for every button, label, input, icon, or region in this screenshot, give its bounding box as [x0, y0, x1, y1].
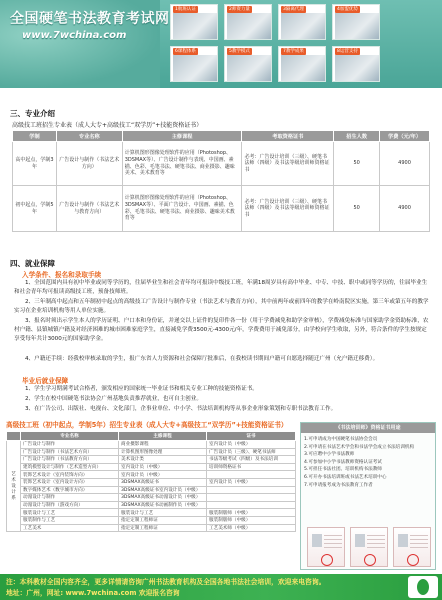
table-row — [7, 516, 296, 524]
department-cell: 艺术设计系 — [7, 441, 21, 532]
column-header: 主修课程 — [122, 131, 242, 142]
list-item: 5.可担任书法社团、培训机构书法教师 — [304, 467, 382, 473]
tile-photo — [281, 13, 325, 39]
paragraph: 2、三年制高中起点和五年制初中起点的高级技工广告设计与制作专业（书法艺术与教育方向），其中前两年或前四年的教学在岭南院区实施，第三年或第五年的教学实习在企业培训机构等用人单位实施。 — [14, 299, 429, 315]
certificate-image — [307, 527, 345, 567]
table-cell: 数字媒体艺术（数字城市方向） — [21, 486, 119, 494]
table-row — [7, 494, 296, 502]
text-lines — [324, 535, 342, 549]
table-cell: 服装制版师（中级） — [207, 509, 296, 517]
table-cell: 3DSMAX高级证书 — [119, 478, 207, 486]
site-header — [0, 0, 442, 88]
list-item: 1.可申请成为中国硬笔书法协会会员 — [304, 437, 378, 442]
certificate-image — [393, 527, 431, 567]
column-header: 考取资格证书 — [242, 131, 334, 142]
table-cell: 服装设计与工艺 — [21, 509, 119, 517]
tile-photo — [281, 55, 325, 81]
table-cell: 指定定制工程师证 — [119, 524, 207, 532]
table-cell: 3DSMAX高级证书动漫设计员（中级） — [119, 494, 207, 502]
table-cell: 室内设计员（中级） — [119, 463, 207, 471]
table-cell: 工艺美术 — [21, 524, 119, 532]
list-item: 6.可开办书法培训班或书法艺术培训中心 — [304, 474, 387, 480]
column-header: 主修课程 — [119, 432, 207, 441]
column-header: 专业名称 — [21, 432, 119, 441]
count-cell: 50 — [334, 142, 380, 186]
seal-icon — [364, 554, 376, 566]
footer-banner — [0, 574, 442, 600]
table-cell: 培训师资格证书 — [207, 463, 296, 471]
feature-tile[interactable] — [332, 4, 380, 40]
feature-tile[interactable] — [224, 46, 272, 82]
table-cell: 室内设计员（中级） — [207, 478, 296, 486]
count-cell: 50 — [334, 186, 380, 232]
paragraph: 1、学生学习期满考试合格者，颁发相应的国家统一毕业证书和相关专业工种的技能资格证书。 — [25, 386, 258, 392]
site-url[interactable]: www.7wchina.com — [22, 30, 127, 41]
courses-title: 高级技工班（初中起点，学制5年）招生专业表（成人大专+高级技工“双学历”+技能资格证书） — [6, 421, 288, 429]
table-cell: 动漫设计与制作（游戏方向） — [21, 501, 119, 509]
majors-table — [12, 130, 430, 232]
subsection-heading: 毕业后就业保障 — [22, 377, 69, 385]
feature-tile[interactable] — [170, 4, 218, 40]
major-cell: 广告设计与制作（书法艺术与教育方向） — [56, 186, 122, 232]
courses-cell: 计算机图形图像处理软件的应用（Photoshop、3DSMAX等）、平面广告设计、中国画、素描、色彩、毛笔书法、硬笔书法、商业摄影、趣味美术教育等 — [122, 186, 242, 232]
table-cell: 装饰艺术设计（室内设计方向） — [21, 478, 119, 486]
paragraph: 1、全国范围内具有初中毕业或同等学历的，往届毕业生和社会青年均可报读中级技工班，年满18周岁具有高中毕业、中专、中技、职中或同等学历的，往届毕业生和社会青年均可报读高级技工班，预备技师班。 — [14, 280, 428, 296]
feature-tile[interactable] — [332, 46, 380, 82]
duration-cell: 高中起点，学制3年 — [13, 142, 57, 186]
table-cell: 动漫设计与制作 — [21, 494, 119, 502]
site-title: 全国硬笔书法教育考试网 — [10, 11, 170, 27]
table-cell: 装饰艺术设计（室内装饰方向） — [21, 471, 119, 479]
tile-photo — [227, 13, 271, 39]
tile-tag: 1航班认证 — [175, 7, 196, 12]
section-subtitle: 高级技工班招生专业表（成人大专+高级技工“双学历”+技能资格证书） — [12, 122, 203, 129]
column-header: 学费（元/年） — [380, 131, 430, 142]
photo-placeholder — [355, 534, 365, 547]
paragraph: 2、学生在校中国硬笔书法协会广州基地负责推荐就业，也可自主创业。 — [25, 396, 202, 402]
cert-cell: 必考：广告设计培训（三级）、硬笔书法师（四级）及书法等级培训师资格证书 — [242, 142, 334, 186]
table-row — [13, 186, 430, 232]
tile-tag: 2师资力量 — [229, 7, 250, 12]
fee-cell: 4900 — [380, 186, 430, 232]
table-cell: 工艺美术师（中级） — [207, 524, 296, 532]
photo-placeholder — [312, 534, 322, 547]
fee-cell: 4900 — [380, 142, 430, 186]
tile-tag: 7教学成果 — [283, 49, 304, 54]
tile-photo — [173, 55, 217, 81]
text-lines — [410, 535, 428, 549]
tile-photo — [335, 55, 379, 81]
feature-tile[interactable] — [224, 4, 272, 40]
footer-contact: 地址：广州，网址: www.7wchina.com 欢迎报名咨询 — [6, 589, 180, 597]
seal-icon — [321, 554, 333, 566]
column-header: 专业名称 — [56, 131, 122, 142]
text-lines — [367, 535, 385, 549]
list-item: 2.可申请在书法艺术学会和书法学会成立书法培训机构 — [304, 444, 415, 450]
seal-icon — [407, 554, 419, 566]
list-item: 3.可应聘中小学书法教师 — [304, 452, 355, 458]
photo-placeholder — [398, 534, 408, 547]
table-row — [7, 501, 296, 509]
table-cell: 3DSMAX高级证书室内设计员（中级） — [119, 486, 207, 494]
tile-photo — [173, 13, 217, 39]
footer-note: 注：本科教材全国内容齐全，更多详情请咨询广州书法教育机构及全国各地书法社会培训，欢迎来电咨询。 — [6, 578, 326, 586]
table-cell: 服装制作与工艺 — [21, 516, 119, 524]
table-row — [13, 142, 430, 186]
tile-tag: 8运营支持 — [337, 49, 358, 54]
table-header-row — [7, 432, 296, 441]
certificate-usage-title: 《书法培训师》资格证书用途 — [301, 423, 435, 433]
table-row — [7, 463, 296, 471]
table-header-row — [13, 131, 430, 142]
cert-cell: 必考：广告设计培训（三级）、硬笔书法师（四级）及书法等级培训师资格证书 — [242, 186, 334, 232]
certificate-usage-list — [301, 433, 435, 492]
feature-tile[interactable] — [278, 46, 326, 82]
column-header: 招生人数 — [334, 131, 380, 142]
courses-cell: 计算机图形图像处理软件的应用（Photoshop、3DSMAX等）、广告设计制作与表现、中国画、素描、色彩、毛笔书法、硬笔书法、商业摄影、趣味美术、美术教育等 — [122, 142, 242, 186]
table-cell: 指定定制工程师证 — [119, 516, 207, 524]
certificate-usage-box — [300, 422, 436, 570]
table-row — [7, 524, 296, 532]
certificate-image — [350, 527, 388, 567]
feature-tile[interactable] — [170, 46, 218, 82]
certificate-images — [307, 527, 431, 567]
tile-tag: 5教学模式 — [229, 49, 250, 54]
table-row — [7, 471, 296, 479]
tile-tag: 6课程体系 — [175, 49, 196, 54]
table-cell: 服装制版师（中级） — [207, 516, 296, 524]
table-row — [7, 456, 296, 464]
table-cell — [207, 501, 296, 509]
paragraph: 4、户籍还手续：经我校审核录取的学生，报广东省人力资源和社会保障厅批准后，在我校读书期间户籍可自愿选择随迁广州（允户籍迁移费）。 — [25, 356, 379, 362]
table-cell: 广告设计员（三级）、硬笔书法师 — [207, 448, 296, 456]
table-cell — [207, 494, 296, 502]
feature-tiles — [170, 4, 438, 84]
table-cell: 室内设计员（中级） — [119, 471, 207, 479]
table-cell: 室内设计员（中级） — [207, 441, 296, 449]
table-row — [7, 478, 296, 486]
list-item: 7.可申请报考成为书法教育工作者 — [304, 482, 373, 488]
table-row — [7, 486, 296, 494]
table-row — [7, 509, 296, 517]
subsection-heading: 入学条件、报名和录取手续 — [22, 271, 102, 279]
paragraph: 3、在广告公司、出版社、电视台、文化部门，企事业单位、中小学、书法培训机构等从事企业形象策划和专职书法教育工作。 — [25, 406, 337, 412]
list-item: 4.可参加中小学书法教师资格认证考试 — [304, 459, 382, 465]
tile-tag: 4加盟优势 — [337, 7, 358, 12]
table-cell: 美术设计类 — [119, 456, 207, 464]
tile-tag: 3隔离代理 — [283, 7, 304, 12]
paragraph: 3、报名时须出示学生本人的学历证明、户口本和身份证，并递交以上证件的复印件各一份（用于学费减免和助学金审核），学费减免标准与国家助学金资助标准，农村户籍、县镇城镇户籍及对经济困难的城市困难家庭学生，直接减免学费3500元-4300元/年，学费费用于减免部分，由学校向学生收取，另外，符合条件的学生按规定享受每年共计3000元的国家助学金。 — [14, 318, 429, 343]
table-cell — [207, 471, 296, 479]
table-cell: 广告设计与制作（书法教育方向） — [21, 456, 119, 464]
column-header — [7, 432, 21, 441]
column-header: 学制 — [13, 131, 57, 142]
table-cell — [207, 486, 296, 494]
column-header: 证书 — [207, 432, 296, 441]
table-cell: 建筑模型设计与制作（艺术造型方向） — [21, 463, 119, 471]
tile-photo — [227, 55, 271, 81]
feature-tile[interactable] — [278, 4, 326, 40]
section-heading: 三、专业介绍 — [10, 109, 55, 118]
major-cell: 广告设计与制作（书法艺术方向） — [56, 142, 122, 186]
table-cell: 计算机图形图像处理 — [119, 448, 207, 456]
logo-icon — [408, 576, 438, 598]
table-row — [7, 448, 296, 456]
table-cell: 广告设计与制作（书法艺术方向） — [21, 448, 119, 456]
tile-photo — [335, 13, 379, 39]
courses-table — [6, 431, 296, 532]
table-cell: 服装设计与工艺 — [119, 509, 207, 517]
section-heading: 四、就业保障 — [10, 259, 55, 268]
table-row — [7, 441, 296, 449]
table-cell: 商业摄影课程 — [119, 441, 207, 449]
duration-cell: 初中起点，学制5年 — [13, 186, 57, 232]
table-cell: 书法等级考试（四级）及书法培训 — [207, 456, 296, 464]
table-cell: 广告设计与制作 — [21, 441, 119, 449]
table-cell: 3DSMAX高级证书动画制作员（中级） — [119, 501, 207, 509]
